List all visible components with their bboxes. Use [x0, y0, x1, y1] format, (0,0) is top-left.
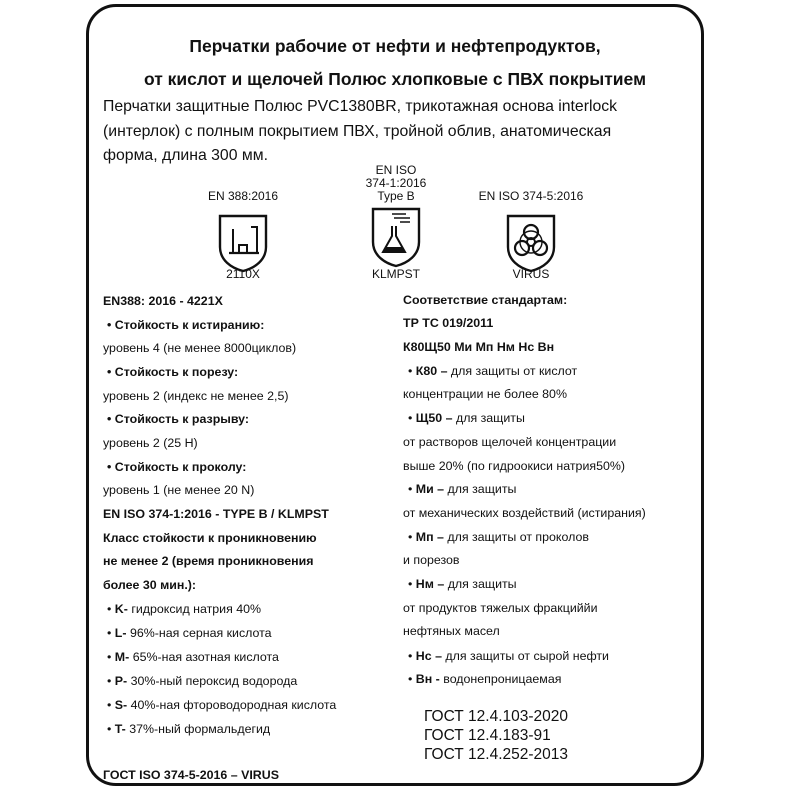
tear-label: • Стойкость к разрыву: — [107, 412, 250, 426]
mi-text: для защиты — [447, 482, 517, 496]
sh50-continuation-2: выше 20% (по гидроокиси натрия50%) — [403, 459, 626, 473]
puncture-label: • Стойкость к проколу: — [107, 460, 247, 474]
chemical-item-t: • T- 37%-ный формальдегид — [107, 722, 271, 736]
nm-code: Нм – — [415, 577, 445, 591]
chemical-flask-shield-icon — [370, 206, 422, 268]
gost-standard-3: ГОСТ 12.4.252-2013 — [424, 746, 569, 763]
mp-item: • Мп – для защиты от проколов — [408, 530, 589, 544]
chemical-code: M- — [114, 650, 130, 664]
nm-continuation-2: нефтяных масел — [403, 624, 500, 638]
abrasion-label: • Стойкость к истиранию: — [107, 318, 265, 332]
sh50-item: • Щ50 – для защиты — [408, 411, 525, 425]
description-line-3: форма, длина 300 мм. — [103, 147, 269, 164]
en374-1-label-line-1: EN ISO — [375, 163, 417, 177]
k80-text: для защиты от кислот — [450, 364, 578, 378]
permeation-line-3: более 30 мин.): — [103, 578, 197, 592]
protection-codes: К80Щ50 Ми Мп Нм Нс Вн — [403, 340, 555, 354]
en374-1-chemical-codes: KLMPST — [371, 267, 420, 281]
mi-code: Ми – — [415, 482, 445, 496]
chemical-text: 40%-ная фтороводородная кислота — [130, 698, 337, 712]
abrasion-value: уровень 4 (не менее 8000циклов) — [103, 341, 297, 355]
ns-code: Нс – — [415, 649, 442, 663]
ns-text: для защиты от сырой нефти — [445, 649, 609, 663]
sh50-continuation-1: от растворов щелочей концентрации — [403, 435, 617, 449]
nm-continuation-1: от продуктов тяжелых фракциййи — [403, 601, 598, 615]
chemical-text: 37%-ный формальдегид — [129, 722, 271, 736]
chemical-text: 30%-ный пероксид водорода — [130, 674, 298, 688]
title-line-2: от кислот и щелочей Полюс хлопковые с ПВХ покрытием — [143, 69, 647, 89]
ns-item: • Нс – для защиты от сырой нефти — [408, 649, 609, 663]
en374-1-standard-block — [331, 164, 461, 284]
mechanical-risk-shield-icon — [217, 213, 269, 273]
chemical-code: P- — [114, 674, 128, 688]
mi-item: • Ми – для защиты — [408, 482, 517, 496]
product-description — [103, 95, 683, 169]
mi-continuation: от механических воздействий (истирания) — [403, 506, 646, 520]
description-line-1: Перчатки защитные Полюс PVC1380BR, трикотажная основа interlock — [103, 98, 618, 115]
title-line-1: Перчатки рабочие от нефти и нефтепродуктов, — [189, 36, 601, 56]
en374-1-label-line-3: Type B — [377, 189, 415, 203]
vn-text: водонепроницаемая — [443, 672, 562, 686]
chemical-code: T- — [114, 722, 126, 736]
puncture-value: уровень 1 (не менее 20 N) — [103, 483, 255, 497]
chemical-item-p: • P- 30%-ный пероксид водорода — [107, 674, 298, 688]
cut-value: уровень 2 (индекс не менее 2,5) — [103, 389, 289, 403]
chemical-item-l: • L- 96%-ная серная кислота — [107, 626, 272, 640]
permeation-line-1: Класс стойкости к проникновению — [103, 531, 317, 545]
en388-standard-block — [178, 190, 308, 290]
chemical-item-s: • S- 40%-ная фтороводородная кислота — [107, 698, 337, 712]
gost-standard-1: ГОСТ 12.4.103-2020 — [424, 708, 569, 725]
mp-continuation: и порезов — [403, 553, 460, 567]
chemical-item-m: • M- 65%-ная азотная кислота — [107, 650, 279, 664]
permeation-line-2: не менее 2 (время проникновения — [103, 554, 314, 568]
chemical-text: гидроксид натрия 40% — [131, 602, 262, 616]
chemical-text: 96%-ная серная кислота — [129, 626, 272, 640]
mp-text: для защиты от проколов — [447, 530, 589, 544]
chemical-code: K- — [114, 602, 128, 616]
en388-standard-label: EN 388:2016 — [207, 189, 279, 203]
k80-code: К80 – — [415, 364, 448, 378]
vn-item: • Вн - водонепроницаемая — [408, 672, 562, 686]
chemical-code: S- — [114, 698, 128, 712]
virus-standard-footer: ГОСТ ISO 374-5-2016 – VIRUS — [103, 768, 279, 782]
tear-value: уровень 2 (25 Н) — [103, 436, 198, 450]
en374-5-virus-code: VIRUS — [512, 267, 550, 281]
chemical-text: 65%-ная азотная кислота — [132, 650, 279, 664]
nm-item: • Нм – для защиты — [408, 577, 517, 591]
mp-code: Мп – — [415, 530, 444, 544]
vn-code: Вн - — [415, 672, 440, 686]
nm-text: для защиты — [447, 577, 517, 591]
biohazard-shield-icon — [505, 213, 557, 273]
k80-continuation: концентрации не более 80% — [403, 387, 567, 401]
chemical-item-k: • K- гидроксид натрия 40% — [107, 602, 262, 616]
description-line-2: (интерлок) с полным покрытием ПВХ, тройной облив, анатомическая — [103, 122, 612, 140]
en388-heading: EN388: 2016 - 4221X — [103, 294, 223, 308]
en374-5-standard-label: EN ISO 374-5:2016 — [478, 189, 584, 203]
compliance-heading: Соответствие стандартам: — [403, 293, 568, 307]
en388-performance-code: 2110X — [226, 267, 260, 281]
en374-heading: EN ISO 374-1:2016 - TYPE B / KLMPST — [103, 507, 329, 521]
sh50-code: Щ50 – — [415, 411, 453, 425]
k80-item: • К80 – для защиты от кислот — [408, 364, 578, 378]
chemical-code: L- — [114, 626, 127, 640]
tr-ts-standard: ТР ТС 019/2011 — [403, 316, 494, 330]
gost-standard-2: ГОСТ 12.4.183-91 — [424, 727, 551, 744]
en374-5-standard-block — [466, 190, 596, 290]
en374-1-label-line-2: 374-1:2016 — [365, 176, 427, 190]
sh50-text: для защиты — [455, 411, 525, 425]
cut-label: • Стойкость к порезу: — [107, 365, 239, 379]
